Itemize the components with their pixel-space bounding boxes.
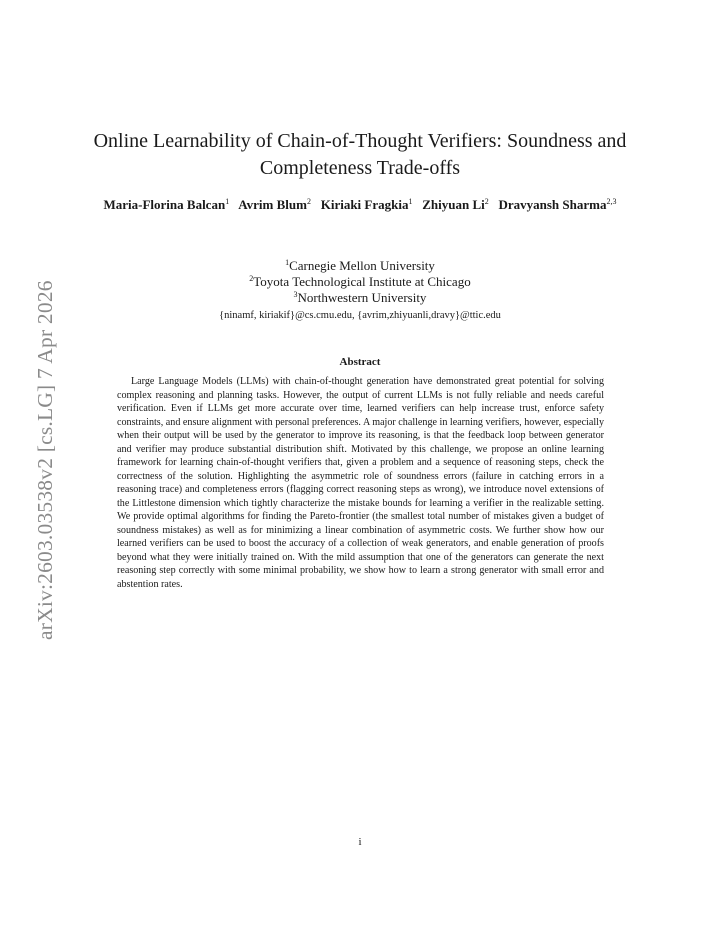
affiliation: $^3$Northwestern University: [293, 290, 427, 305]
author-list: [70, 196, 650, 213]
abstract-heading: Abstract: [339, 356, 381, 368]
author: Maria-Florina Balcan$^1$: [103, 197, 230, 212]
arxiv-identifier-stamp: arXiv:2603.03538v2 [cs.LG] 7 Apr 2026: [33, 280, 57, 640]
author: Dravyansh Sharma$^{2,3}$: [498, 197, 617, 212]
page-number: i: [358, 836, 362, 848]
abstract-text: Large Language Models (LLMs) with chain-of-thought generation have demonstrated great potential for solving complex reasoning and planning tasks. However, the output of current LLMs is not fully reliable and needs careful verification. Even if LLMs get more accurate over time, learned verifiers can help increase trust, enforce safety constraints, and ensure alignment with personal preferences. A major challenge in learning verifiers, however, especially when their output will be used by the generator to improve its reasoning, is that the feedback loop between generator and verifier may produce substantial distribution shift. Motivated by this challenge, we propose an online learning framework for learning chain-of-thought verifiers that, given a problem and a sequence of reasoning steps, check the correctness of the solution. Highlighting the asymmetric role of soundness errors (failure in catching errors in a reasoning trace) and completeness errors (flagging correct reasoning steps as wrong), we introduce novel extensions of the Littlestone dimension which tightly characterize the mistake bounds for learning a verifier in the realizable setting. We provide optimal algorithms for finding the Pareto-frontier (the smallest total number of mistakes given a budget of soundness mistakes) as well as for minimizing a linear combination of asymmetric costs. We further show how our learned verifiers can be used to boost the accuracy of a collection of weak generators, and enable generation of proofs beyond what they were initially trained on. With the mild assumption that one of the generators can generate the next reasoning step correctly with some minimal probability, we show how to learn a strong generator with small error and abstention rates.: [117, 376, 604, 590]
affiliation: $^2$Toyota Technological Institute at Chicago: [249, 274, 471, 289]
author: Kiriaki Fragkia$^1$: [320, 197, 413, 212]
author: Zhiyuan Li$^2$: [422, 197, 489, 212]
paper-title: Online Learnability of Chain-of-Thought Verifiers: Soundness and Completeness Trade-offs: [93, 130, 627, 179]
author: Avrim Blum$^2$: [238, 197, 311, 212]
author-emails: {ninamf, kiriakif}@cs.cmu.edu, {avrim,zhiyuanli,dravy}@ttic.edu: [219, 310, 501, 321]
affiliation: $^1$Carnegie Mellon University: [285, 258, 435, 273]
